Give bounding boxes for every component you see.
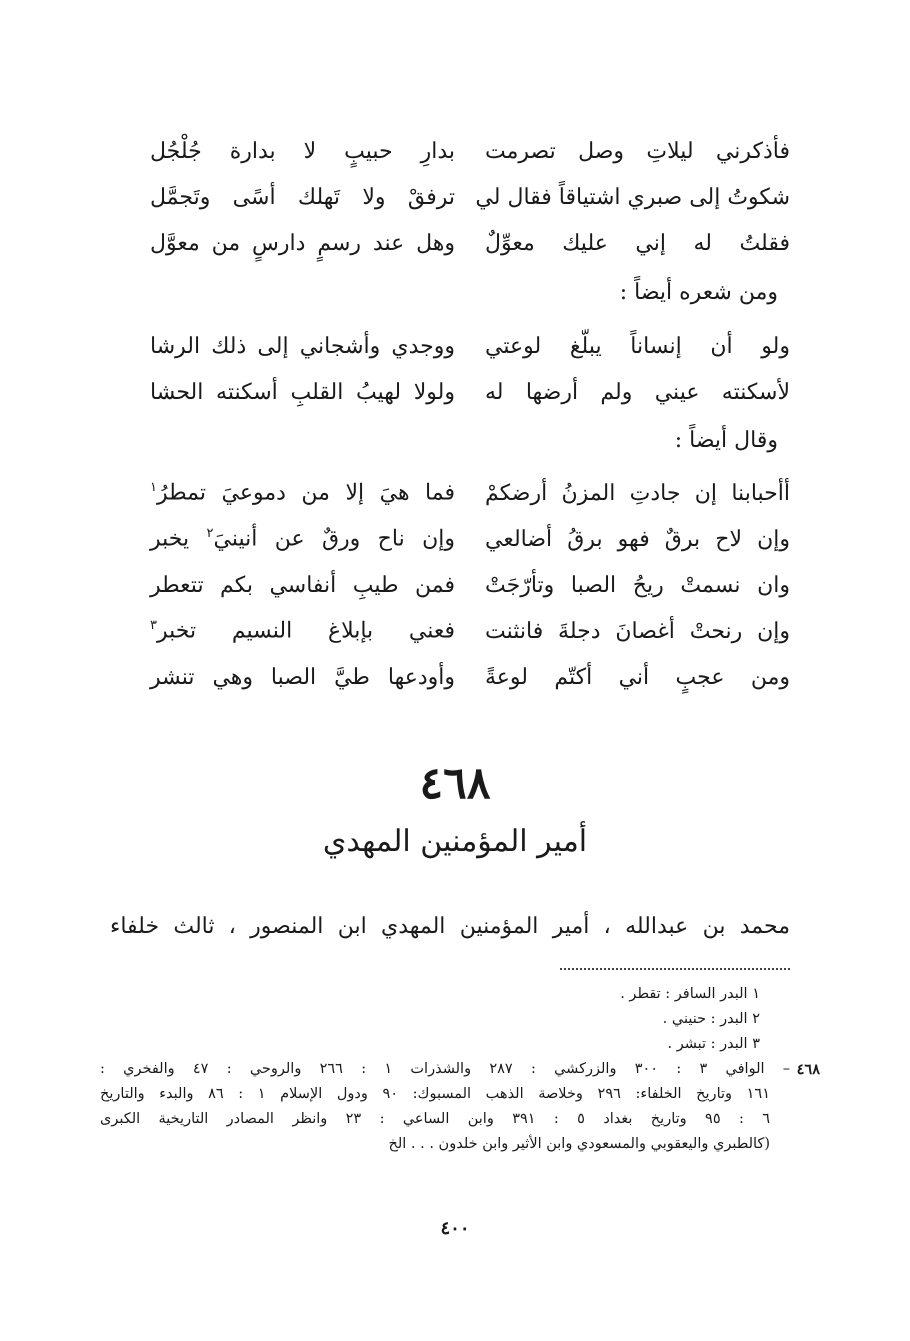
verse-text: ترفقْ ولا تَهلك أسًى وتَجمَّل [150, 184, 455, 210]
verse-text: وان نسمتْ ريحُ الصبا وتأرّجَتْ [485, 572, 790, 598]
verse-hemistich-second [150, 334, 455, 359]
verse-text: ومن عجبٍ أني أكتّم لوعةً [485, 664, 790, 690]
bibliography-line: – الوافي ٣ : ٣٠٠ والزركشي : ٢٨٧ والشذرات ١ : ٢٦٦ والروحي : ٤٧ والفخري : [100, 1061, 791, 1077]
body-paragraph: محمد بن عبدالله ، أمير المؤمنين المهدي ابن المنصور ، ثالث خلفاء [110, 914, 790, 939]
verse-text: فأذكرني ليلاتِ وصل تصرمت [485, 138, 790, 164]
verse-hemistich-second [150, 139, 455, 164]
verse-hemistich-second [150, 380, 455, 405]
verse-text: ووجدي وأشجاني إلى ذلك الرشا [150, 333, 455, 359]
verse-line [150, 562, 790, 608]
footnotes [100, 982, 820, 1157]
verse-line [150, 369, 790, 415]
verse-hemistich-second [150, 185, 455, 210]
bibliography-line: ١٦١ وتاريخ الخلفاء: ٢٩٦ وخلاصة الذهب المسبوك: ٩٠ ودول الإسلام ١ : ٨٦ والبدء والتاريخ [100, 1086, 770, 1102]
verse-words: فعني بإبلاغ النسيم تخبر [156, 618, 455, 644]
verse-words: يخبر [150, 526, 190, 552]
poem-intro-3: وقال أيضاً : [674, 428, 778, 453]
entry-title: أمير المؤمنين المهدي [322, 824, 588, 859]
footnote-marker: ١ [150, 480, 157, 496]
verse-text: وأودعها طيَّ الصبا وهي تنشر [150, 664, 455, 690]
verse-line [150, 470, 790, 516]
verse-words: وإن ناح ورقٌ عن أنينيَ [213, 526, 455, 552]
verse-hemistich-first [485, 380, 790, 405]
verse-line [150, 608, 790, 654]
verse-hemistich-first [485, 619, 790, 644]
footnote: ٢ البدر : حنيني . [662, 1011, 760, 1027]
bibliography-entry-number: ٤٦٨ [796, 1061, 820, 1078]
verse-text: بدارِ حبيبٍ لا بدارة جُلْجُل [150, 138, 455, 164]
verse-hemistich-second [150, 618, 455, 643]
verse-line [150, 323, 790, 369]
page-number: ٤٠٠ [440, 1218, 470, 1239]
poem-intro-2: ومن شعره أيضاً : [619, 280, 778, 305]
verse-line [150, 516, 790, 562]
poem-block-2 [150, 323, 790, 415]
verse-text [150, 526, 455, 551]
bibliography-line: (كالطبري واليعقوبي والمسعودي وابن الأثير وابن خلدون . . . الخ [388, 1136, 770, 1152]
poem-block-3 [150, 470, 790, 700]
verse-text: شكوتُ إلى صبري اشتياقاً فقال لي [475, 184, 790, 210]
verse-text: ولولا لهيبُ القلبِ أسكنته الحشا [150, 379, 455, 405]
entry-number: ٤٦٨ [419, 758, 491, 809]
poem-block-1 [150, 128, 790, 266]
footnote-marker: ٢ [206, 526, 214, 542]
verse-text [150, 480, 455, 505]
verse-line [150, 220, 790, 266]
verse-hemistich-second [150, 573, 455, 598]
bibliography-line: ٦ : ٩٥ وتاريخ بغداد ٥ : ٣٩١ وابن الساعي : ٢٣ وانظر المصادر التاريخية الكبرى [100, 1111, 771, 1127]
footnote-marker: ٣ [150, 618, 157, 634]
verse-hemistich-first [485, 527, 790, 552]
verse-text: وإن رنحتْ أغصانَ دجلةَ فانثنت [485, 618, 790, 644]
verse-hemistich-second [150, 231, 455, 256]
verse-hemistich-first [485, 334, 790, 359]
verse-text: وهل عند رسمٍ دارسٍ من معوَّل [150, 230, 455, 256]
footnote: ١ البدر السافر : تقطر . [620, 986, 760, 1002]
verse-hemistich-second [150, 665, 455, 690]
verse-text: لأسكنته عيني ولم أرضها له [485, 379, 790, 405]
verse-hemistich-second [150, 480, 455, 505]
verse-hemistich-first [485, 481, 790, 506]
verse-line [150, 654, 790, 700]
verse-hemistich-first [485, 665, 790, 690]
verse-text: فقلتُ له إني عليك معوِّلٌ [485, 230, 790, 256]
verse-hemistich-second [150, 526, 455, 551]
verse-hemistich-first [485, 573, 790, 598]
footnote: ٣ البدر : تبشر . [667, 1036, 760, 1052]
verse-text: فمن طيبِ أنفاسي بكم تتعطر [150, 572, 455, 598]
footnote-separator [560, 968, 790, 970]
verse-text: ولو أن إنساناً يبلّغ لوعتي [485, 333, 790, 359]
verse-hemistich-first [485, 139, 790, 164]
verse-hemistich-first [475, 184, 790, 210]
bibliography-note [100, 1057, 820, 1157]
verse-text: أأحبابنا إن جادتِ المزنُ أرضكمْ [485, 480, 790, 506]
verse-text [150, 618, 455, 643]
verse-line [150, 174, 790, 220]
verse-words: فما هيَ إلا من دموعيَ تمطرُ [156, 480, 455, 506]
verse-line [150, 128, 790, 174]
verse-hemistich-first [485, 231, 790, 256]
verse-text: وإن لاح برقٌ فهو برقُ أضالعي [485, 526, 790, 552]
